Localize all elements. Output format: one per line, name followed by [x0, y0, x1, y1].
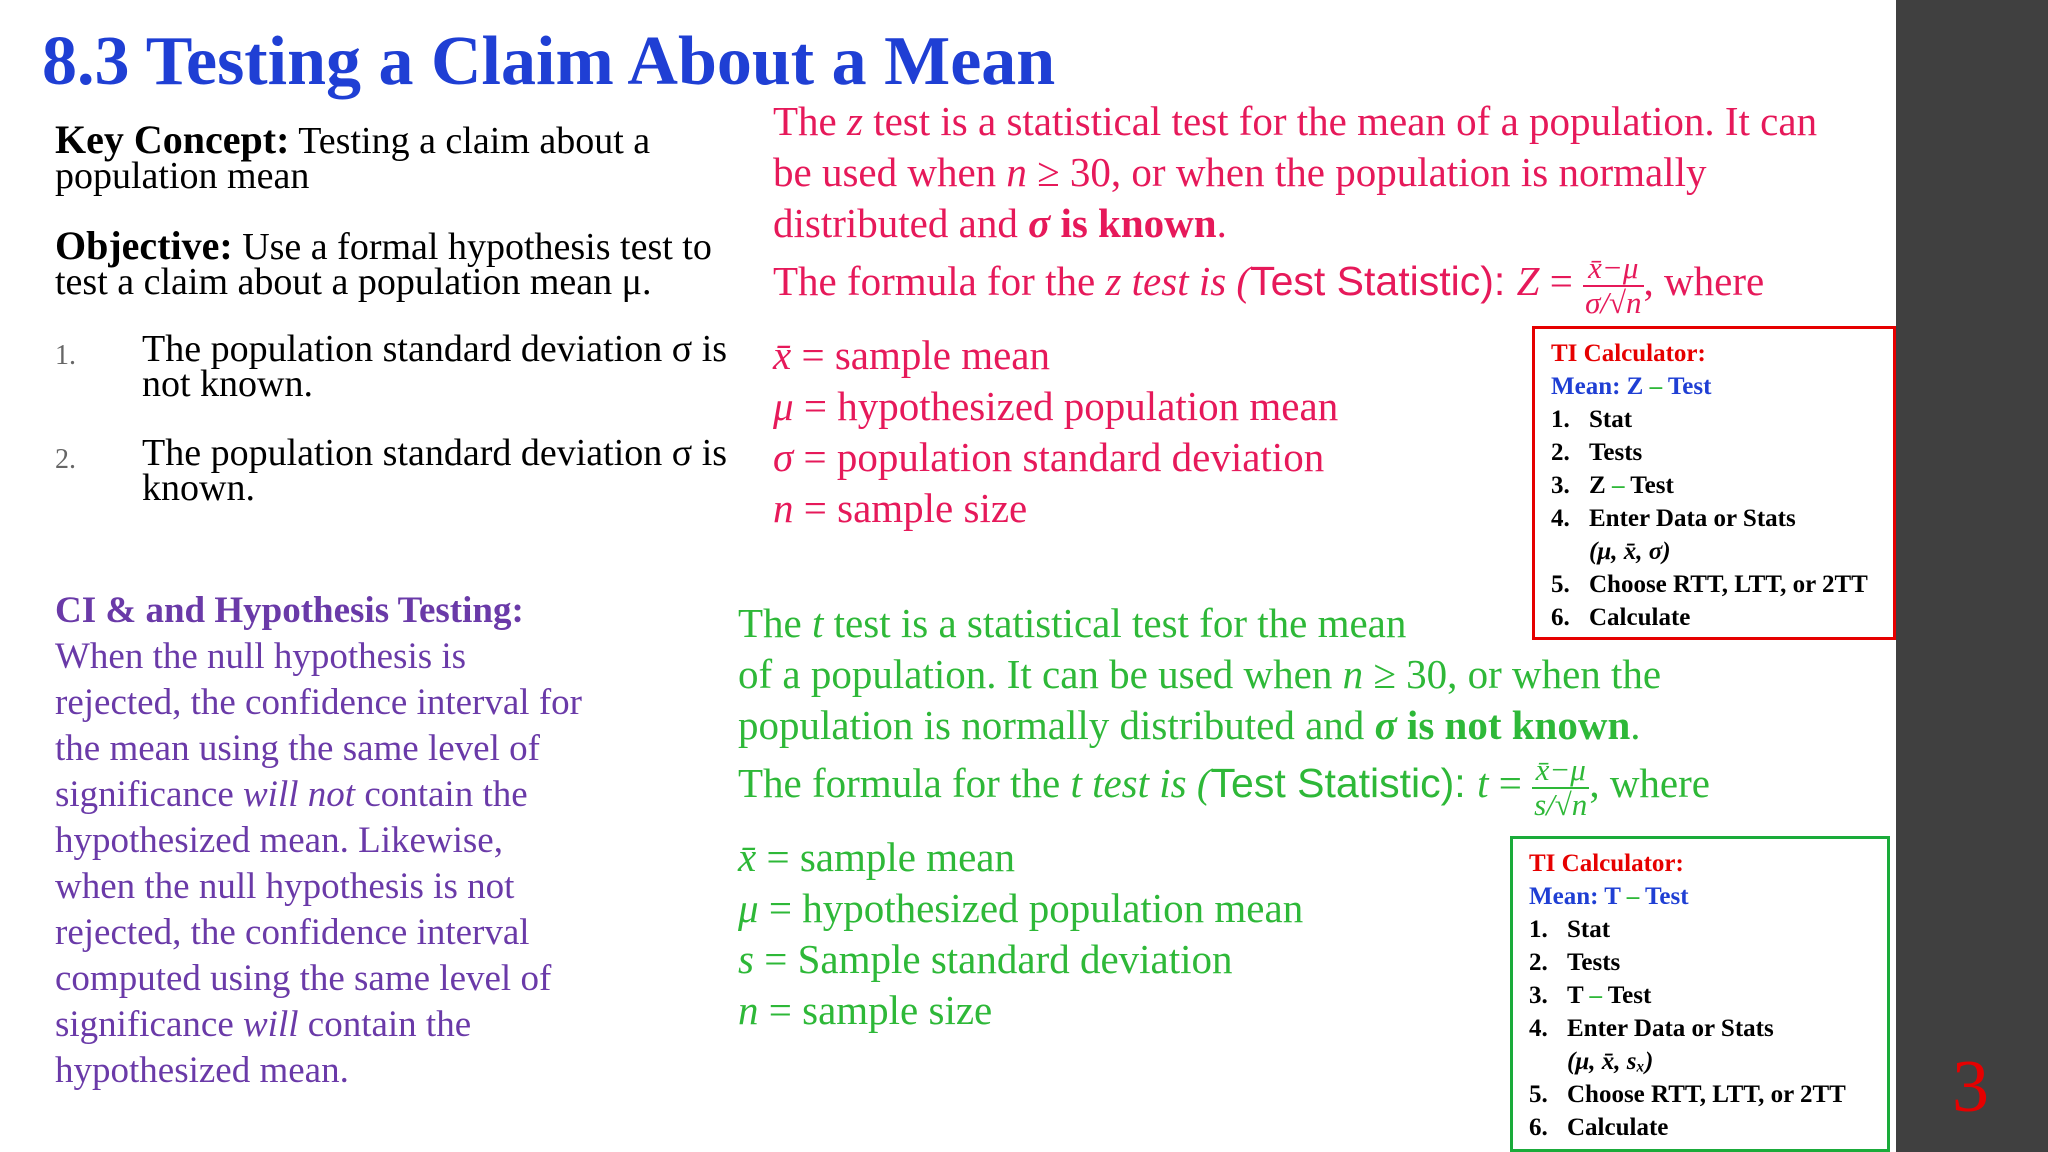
t-text: test is a statistical test for the mean — [823, 600, 1407, 646]
step-number: 5. — [1529, 1081, 1548, 1108]
z-def-eq: = — [793, 434, 837, 480]
ci-emphasis: will — [243, 1004, 299, 1045]
step-text: Stat — [1589, 406, 1633, 433]
t-def-symbol: x̄ — [738, 834, 757, 880]
objective-label: Objective: — [55, 223, 233, 268]
z-fraction-numerator: x̄−μ — [1588, 250, 1639, 285]
calc-t-step — [1529, 1078, 1873, 1111]
t-text: . — [1630, 702, 1641, 748]
step-text: Calculate — [1589, 604, 1691, 631]
step-text: Choose RTT, LTT, or 2TT — [1567, 1081, 1846, 1108]
right-sidebar — [1896, 0, 2048, 1152]
z-fraction-denominator: σ/√n — [1585, 284, 1642, 320]
z-def-symbol: x̄ — [773, 332, 792, 378]
calc-z-step — [1551, 568, 1879, 601]
objective-text-2: test a claim about a population mean μ. — [55, 261, 652, 303]
t-def-eq: = — [758, 885, 803, 931]
calc-z-step — [1551, 469, 1879, 502]
z-definitions — [773, 330, 1338, 534]
z-text: be used when — [773, 149, 1007, 195]
step-number: 1. — [1529, 916, 1548, 943]
t-text: ≥ 30, or when the — [1363, 651, 1662, 697]
step-number: 2. — [1529, 949, 1548, 976]
calc-z-title: TI Calculator: — [1551, 340, 1706, 367]
t-text: population is normally distributed and — [738, 702, 1375, 748]
ci-line: when the null hypothesis is not — [55, 866, 515, 907]
step-text: Test — [1607, 982, 1652, 1009]
t-fraction — [1532, 754, 1589, 821]
calc-t-step — [1529, 1111, 1873, 1144]
calc-z-step — [1551, 502, 1879, 535]
list-number-1: 1. — [55, 340, 76, 371]
z-definition — [773, 330, 1338, 381]
step-text: Choose RTT, LTT, or 2TT — [1589, 571, 1868, 598]
z-def-text: population standard deviation — [836, 434, 1325, 480]
t-formula-text: The formula for the — [738, 759, 1071, 806]
z-text: ≥ 30, or when the population is normally — [1026, 149, 1707, 195]
ci-heading: CI & and Hypothesis Testing: — [55, 590, 524, 631]
list-item-1-line1: The population standard deviation σ is — [142, 328, 728, 370]
t-def-text: sample size — [802, 987, 993, 1033]
calc-t-step — [1529, 1012, 1873, 1045]
t-line-1 — [738, 598, 1661, 649]
step-text: Z — [1589, 472, 1606, 499]
z-definition — [773, 483, 1338, 534]
step-number: 3. — [1551, 472, 1570, 499]
t-formula — [738, 754, 1710, 821]
t-def-eq: = — [756, 834, 800, 880]
z-var: z — [847, 98, 863, 144]
t-var: n — [1342, 651, 1364, 697]
ci-line: rejected, the confidence interval — [55, 912, 530, 953]
t-line-3 — [738, 700, 1661, 751]
t-formula-var: t — [1477, 759, 1489, 806]
ci-line: rejected, the confidence interval for — [55, 682, 582, 723]
step-text: Tests — [1567, 949, 1621, 976]
z-formula-var: Z — [1516, 257, 1540, 304]
step-text: Calculate — [1567, 1114, 1669, 1141]
calc-t-step — [1529, 913, 1873, 946]
ci-text: contain the — [355, 774, 528, 815]
key-concept — [55, 117, 651, 197]
step-number: 6. — [1551, 604, 1570, 631]
t-formula-label: Test Statistic): — [1210, 759, 1478, 806]
z-def-text: hypothesized population mean — [837, 383, 1339, 429]
list-item-2-line2: known. — [142, 467, 255, 509]
t-def-eq: = — [758, 987, 803, 1033]
step-text: Stat — [1567, 916, 1611, 943]
step-text: T — [1567, 982, 1584, 1009]
t-test-description — [738, 598, 1661, 751]
t-var: t — [812, 600, 824, 646]
step-number: 4. — [1529, 1015, 1548, 1042]
t-formula-eq: = — [1488, 759, 1533, 806]
ci-line: When the null hypothesis is — [55, 636, 467, 677]
ci-text: significance — [55, 1004, 243, 1045]
t-def-symbol: μ — [738, 885, 759, 931]
z-def-symbol: n — [773, 485, 794, 531]
step-text: Test — [1630, 472, 1674, 499]
step-dash: – — [1605, 472, 1631, 499]
step-number: 3. — [1529, 982, 1548, 1009]
calc-z-mean-dash: – — [1643, 373, 1668, 400]
list-item-2 — [142, 432, 728, 509]
z-def-symbol: σ — [773, 434, 794, 480]
step-text: Tests — [1589, 439, 1643, 466]
step-number: 5. — [1551, 571, 1570, 598]
z-fraction — [1583, 252, 1643, 319]
z-formula-where: , where — [1643, 257, 1765, 304]
t-definition — [738, 985, 1303, 1036]
objective — [55, 223, 712, 303]
t-definition — [738, 934, 1303, 985]
z-def-eq: = — [793, 485, 838, 531]
key-concept-label: Key Concept: — [55, 117, 290, 162]
step-number: 4. — [1551, 505, 1570, 532]
step-sub-text: (μ, x̄, sₓ) — [1567, 1048, 1654, 1075]
calc-t-step — [1529, 979, 1873, 1012]
t-def-text: sample mean — [799, 834, 1015, 880]
step-text: Enter Data or Stats — [1567, 1015, 1774, 1042]
calc-t-step — [1529, 946, 1873, 979]
z-formula-italic: z test is ( — [1105, 257, 1251, 304]
ti-calculator-z-box — [1532, 326, 1896, 640]
key-concept-text-1: Testing a claim about a — [298, 120, 651, 162]
t-def-symbol: n — [738, 987, 759, 1033]
list-item-2-line1: The population standard deviation σ is — [142, 432, 728, 474]
calc-z-step — [1551, 436, 1879, 469]
ci-hypothesis-block — [55, 588, 582, 1094]
step-text: Enter Data or Stats — [1589, 505, 1796, 532]
calc-z-mean — [1551, 370, 1879, 403]
page-number: 3 — [1952, 1046, 1989, 1128]
t-formula-italic: t test is ( — [1070, 759, 1211, 806]
t-fraction-denominator: s/√n — [1534, 786, 1588, 822]
z-definition — [773, 381, 1338, 432]
calc-z-stats-sub — [1551, 535, 1879, 568]
calc-t-mean-b: Test — [1645, 883, 1689, 910]
objective-text-1: Use a formal hypothesis test to — [242, 226, 712, 268]
t-def-text: Sample standard deviation — [797, 936, 1233, 982]
key-concept-text-2: population mean — [55, 155, 310, 197]
z-def-symbol: μ — [773, 383, 794, 429]
calc-t-mean — [1529, 880, 1873, 913]
t-bold: is not known — [1396, 702, 1631, 748]
z-test-description — [773, 96, 1817, 249]
z-sigma: σ — [1028, 200, 1051, 246]
t-text: The — [738, 600, 812, 646]
step-number: 2. — [1551, 439, 1570, 466]
ci-line — [55, 1002, 582, 1048]
calc-z-mean-b: Test — [1667, 373, 1712, 400]
ci-line: computed using the same level of — [55, 958, 552, 999]
calc-t-steps — [1529, 913, 1873, 1144]
z-def-text: sample mean — [834, 332, 1050, 378]
calc-t-mean-a: Mean: T — [1529, 883, 1621, 910]
t-formula-where: , where — [1589, 759, 1710, 806]
t-sigma: σ — [1374, 702, 1397, 748]
t-def-eq: = — [753, 936, 798, 982]
z-text: . — [1216, 200, 1227, 246]
z-def-text: sample size — [837, 485, 1028, 531]
t-definition — [738, 883, 1303, 934]
ti-calculator-t-box — [1510, 836, 1890, 1152]
calc-t-stats-sub — [1529, 1045, 1873, 1078]
z-line-2 — [773, 147, 1817, 198]
z-definition — [773, 432, 1338, 483]
t-definitions — [738, 832, 1303, 1036]
z-def-eq: = — [791, 332, 835, 378]
z-line-1 — [773, 96, 1817, 147]
z-formula-text: The formula for the — [773, 257, 1106, 304]
z-bold: is known — [1050, 200, 1217, 246]
z-text: distributed and — [773, 200, 1029, 246]
z-line-3 — [773, 198, 1817, 249]
t-text: of a population. It can be used when — [738, 651, 1343, 697]
calc-t-title: TI Calculator: — [1529, 850, 1684, 877]
t-fraction-numerator: x̄−μ — [1535, 752, 1586, 787]
ci-line — [55, 772, 582, 818]
step-number: 1. — [1551, 406, 1570, 433]
ci-text: contain the — [298, 1004, 472, 1045]
list-item-1 — [142, 328, 728, 405]
calc-z-mean-a: Mean: Z — [1551, 373, 1644, 400]
calc-z-step — [1551, 403, 1879, 436]
t-def-text: hypothesized population mean — [802, 885, 1304, 931]
calc-t-mean-dash: – — [1620, 883, 1646, 910]
t-definition — [738, 832, 1303, 883]
ci-emphasis: will not — [243, 774, 356, 815]
z-def-eq: = — [793, 383, 838, 429]
z-text: The — [773, 98, 847, 144]
step-sub-text: (μ, x̄, σ) — [1589, 538, 1671, 565]
step-dash: – — [1583, 982, 1608, 1009]
ci-line: hypothesized mean. Likewise, — [55, 820, 503, 861]
t-def-symbol: s — [738, 936, 754, 982]
z-text: test is a statistical test for the mean of a population. It can — [862, 98, 1818, 144]
z-formula — [773, 252, 1764, 319]
ci-line: the mean using the same level of — [55, 728, 540, 769]
step-number: 6. — [1529, 1114, 1548, 1141]
ci-text: significance — [55, 774, 243, 815]
ci-line: hypothesized mean. — [55, 1050, 349, 1091]
z-formula-eq: = — [1539, 257, 1584, 304]
slide-title: 8.3 Testing a Claim About a Mean — [42, 23, 1056, 100]
t-line-2 — [738, 649, 1661, 700]
z-formula-label: Test Statistic): — [1250, 257, 1517, 304]
list-item-1-line2: not known. — [142, 363, 313, 405]
z-var: n — [1006, 149, 1027, 195]
list-number-2: 2. — [55, 444, 76, 475]
